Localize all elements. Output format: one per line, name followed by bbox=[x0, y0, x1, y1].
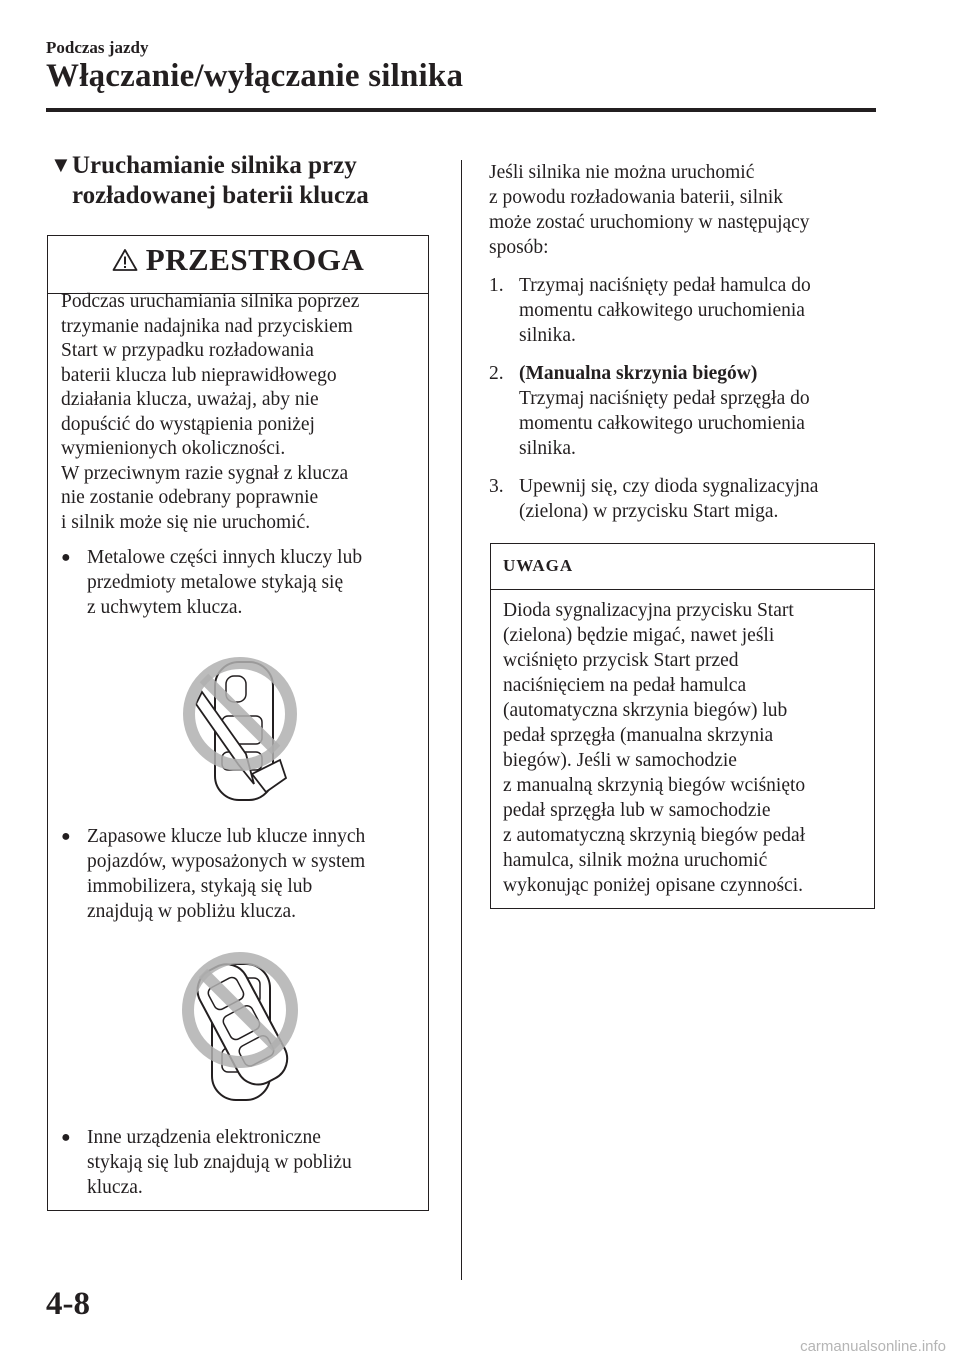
step-text: Trzymaj naciśnięty pedał hamulca do momentu całkowitego uruchomienia silnika. bbox=[519, 275, 811, 346]
caution-header bbox=[48, 236, 428, 294]
heading-line-1: Uruchamianie silnika przy bbox=[72, 152, 357, 179]
step-3 bbox=[489, 474, 877, 524]
section-label: Podczas jazdy bbox=[46, 38, 149, 57]
caution-bullet-1 bbox=[61, 545, 421, 620]
intro-paragraph: Jeśli silnika nie można uruchomić z powodu rozładowania baterii, silnik może zostać uruchomiony w następujący sposób: bbox=[489, 162, 810, 258]
caution-bullet-3 bbox=[61, 1125, 421, 1200]
step-number: 2. bbox=[489, 363, 504, 384]
note-box bbox=[490, 543, 875, 909]
step-body bbox=[489, 361, 877, 461]
watermark: carmanualsonline.info bbox=[800, 1338, 946, 1355]
column-divider bbox=[461, 160, 462, 1280]
bullet-dot-icon: ● bbox=[61, 828, 71, 845]
bullet-text: Inne urządzenia elektroniczne stykają się lub znajdują w pobliżu klucza. bbox=[87, 1127, 352, 1198]
step-text: Trzymaj naciśnięty pedał sprzęgła do momentu całkowitego uruchomienia silnika. bbox=[519, 388, 810, 459]
bullet-text: Zapasowe klucze lub klucze innych pojazdów, wyposażonych w system immobilizera, stykają się lub znajdują w pobliżu klucza. bbox=[87, 826, 366, 922]
caution-title: PRZESTROGA bbox=[145, 242, 365, 277]
heading-line-2: rozładowanej baterii klucza bbox=[72, 182, 369, 209]
caution-bullet-2 bbox=[61, 824, 421, 924]
step-1 bbox=[489, 273, 877, 348]
step-number: 1. bbox=[489, 275, 504, 296]
step-bold-label: (Manualna skrzynia biegów) bbox=[519, 363, 758, 384]
section-heading bbox=[50, 150, 450, 211]
triangle-down-icon: ▼ bbox=[50, 152, 72, 177]
bullet-text: Metalowe części innych kluczy lub przedmioty metalowe stykają się z uchwytem klucza. bbox=[87, 547, 363, 618]
title-rule bbox=[46, 108, 876, 112]
caution-title-wrap bbox=[48, 242, 428, 278]
two-keys-illustration bbox=[178, 948, 308, 1108]
page-title: Włączanie/wyłączanie silnika bbox=[46, 58, 464, 94]
bullet-dot-icon: ● bbox=[61, 1129, 71, 1146]
caution-box bbox=[47, 235, 429, 1211]
key-with-metal-object-illustration bbox=[180, 656, 300, 806]
step-2 bbox=[489, 361, 877, 461]
step-text: Upewnij się, czy dioda sygnalizacyjna (zielona) w przycisku Start miga. bbox=[519, 476, 819, 522]
note-text: Dioda sygnalizacyjna przycisku Start (zielona) będzie migać, nawet jeśli wciśnięto przycisk Start przed naciśnięciem na pedał hamulca (automatyczna skrzynia biegów) lub pedał sprzęgła (manualna skrzynia biegów). Jeśli w samochodzie z manualną skrzynią biegów wciśnięto pedał sprzęgła lub w samochodzie z automatyczną skrzynią biegów pedał hamulca, silnik można uruchomić wykonując poniżej opisane czynności. bbox=[503, 600, 806, 896]
bullet-dot-icon: ● bbox=[61, 549, 71, 566]
page-number: 4-8 bbox=[46, 1286, 90, 1322]
caution-text: Podczas uruchamiania silnika poprzez trzymanie nadajnika nad przyciskiem Start w przypadku rozładowania baterii klucza lub nieprawidłowego działania klucza, uważaj, aby nie dopuścić do wystąpienia poniżej wymienionych okoliczności. W przeciwnym razie sygnał z klucza nie zostanie odebrany poprawnie i silnik może się nie uruchomić. bbox=[61, 291, 360, 533]
warning-triangle-icon bbox=[112, 248, 138, 272]
step-number: 3. bbox=[489, 476, 504, 497]
note-title: UWAGA bbox=[503, 556, 574, 575]
note-header bbox=[491, 544, 874, 590]
